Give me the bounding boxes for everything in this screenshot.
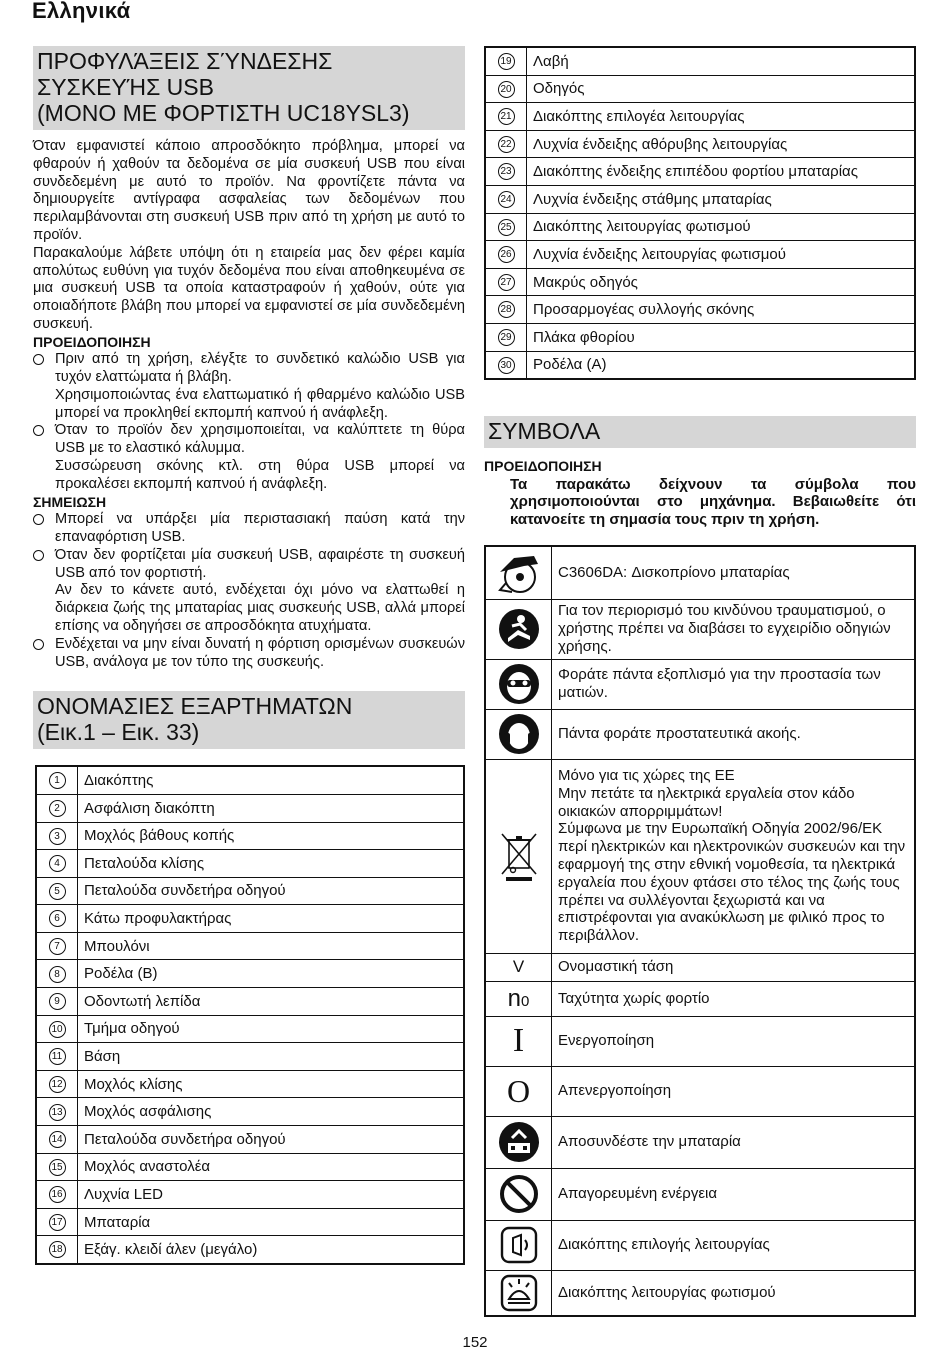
switch-off-icon: O <box>485 1066 552 1116</box>
part-label: Οδοντωτή λεπίδα <box>78 988 465 1016</box>
parts-row <box>485 268 915 296</box>
circular-saw-icon <box>485 546 552 599</box>
symbol-row <box>485 759 915 953</box>
symbol-row <box>485 546 915 599</box>
part-label: Διακόπτης επιλογέα λειτουργίας <box>527 103 916 131</box>
bullet-continuation: Αν δεν το κάνετε αυτό, ενδέχεται όχι μόνο να ελαττωθεί η διάρκεια ζωής της μπαταρίας μιας συσκευής USB, αλλά μπορεί επίσης να οδηγήσει σε απροσδόκητα ατυχήματα. <box>55 582 465 634</box>
parts-row <box>485 75 915 103</box>
part-label: Διακόπτης <box>78 766 465 794</box>
part-number <box>485 351 527 379</box>
symbol-row <box>485 709 915 759</box>
part-label: Λυχνία ένδειξης αθόρυβης λειτουργίας <box>527 130 916 158</box>
symbol-text: Για τον περιορισμό του κινδύνου τραυματισμού, ο χρήστης πρέπει να διαβάσει το εγχειρίδιο οδηγιών χρήσης. <box>552 599 916 659</box>
part-label: Λυχνία ένδειξης στάθμης μπαταρίας <box>527 185 916 213</box>
parts-row <box>36 822 464 850</box>
parts-row <box>485 323 915 351</box>
parts-row <box>36 1098 464 1126</box>
part-number-badge: 22 <box>498 136 515 153</box>
part-number-badge: 9 <box>49 993 66 1010</box>
parts-row <box>485 47 915 75</box>
part-number-badge: 12 <box>49 1076 66 1093</box>
part-number <box>485 241 527 269</box>
part-number <box>485 185 527 213</box>
part-number-badge: 18 <box>49 1241 66 1258</box>
part-number-badge: 20 <box>498 81 515 98</box>
part-label: Διακόπτης λειτουργίας φωτισμού <box>527 213 916 241</box>
part-number <box>36 1043 78 1071</box>
part-number <box>485 268 527 296</box>
part-label: Πλάκα φθορίου <box>527 323 916 351</box>
part-label: Λυχνία LED <box>78 1181 465 1209</box>
part-number <box>36 988 78 1016</box>
part-label: Ροδέλα (B) <box>78 960 465 988</box>
parts-row <box>36 1181 464 1209</box>
symbol-text: Απενεργοποίηση <box>552 1066 916 1116</box>
part-number <box>36 1126 78 1154</box>
part-number <box>485 103 527 131</box>
title-line: ΠΡΟΦΥΛΆΞΕΙΣ ΣΎΝΔΕΣΗΣ <box>37 48 333 74</box>
symbol-row <box>485 1066 915 1116</box>
symbol-row <box>485 1168 915 1220</box>
part-label: Μοχλός ασφάλισης <box>78 1098 465 1126</box>
part-label: Πεταλούδα κλίσης <box>78 850 465 878</box>
bullet-item: Όταν δεν φορτίζεται μία συσκευή USB, αφαιρέστε τη συσκευή USB από τον φορτιστή. <box>33 547 465 583</box>
parts-row <box>36 1043 464 1071</box>
parts-row <box>485 185 915 213</box>
symbol-text: Απαγορευμένη ενέργεια <box>552 1168 916 1220</box>
part-number <box>485 213 527 241</box>
bullet-circle-icon <box>33 425 44 436</box>
parts-section-title <box>33 691 465 749</box>
part-number <box>36 877 78 905</box>
symbols-intro: Τα παρακάτω δείχνουν τα σύμβολα που χρησιμοποιούνται στο μηχάνημα. Βεβαιωθείτε ότι κατανοείτε τη σημασία τους πριν τη χρήση. <box>510 475 916 529</box>
parts-row <box>36 1153 464 1181</box>
title-line: (Εικ.1 – Εικ. 33) <box>37 719 200 746</box>
bullet-circle-icon <box>33 514 44 525</box>
parts-row <box>485 296 915 324</box>
parts-row <box>36 1070 464 1098</box>
part-number-badge: 8 <box>49 966 66 983</box>
part-label: Κάτω προφυλακτήρας <box>78 905 465 933</box>
symbol-text: Ταχύτητα χωρίς φορτίο <box>552 981 916 1016</box>
symbols-table <box>484 545 916 1317</box>
part-label: Μοχλός βάθους κοπής <box>78 822 465 850</box>
parts-row <box>485 103 915 131</box>
part-number-badge: 10 <box>49 1021 66 1038</box>
parts-row <box>485 130 915 158</box>
part-number <box>36 1236 78 1264</box>
title-line: ΣΥΣΚΕΥΉΣ USB <box>37 74 214 100</box>
part-number-badge: 15 <box>49 1159 66 1176</box>
parts-row <box>36 1236 464 1264</box>
part-number-badge: 21 <box>498 108 515 125</box>
part-number <box>36 766 78 794</box>
usb-paragraph-2: Παρακαλούμε λάβετε υπόψη ότι η εταιρεία μας δεν φέρει καμία απολύτως ευθύνη για τυχόν δεδομένα που είναι αποθηκευμένα σε μια συσκευή USB τα οποία καταστραφούν ή χαθούν, ούτε για οποιαδήποτε βλάβη που μπορεί να εμφανιστεί σε μία συνδεδεμένη συσκευή. <box>33 244 465 332</box>
right-column <box>484 46 916 1317</box>
part-number <box>36 960 78 988</box>
parts-table-right <box>484 46 916 380</box>
parts-table-left <box>35 765 465 1265</box>
symbol-text: Πάντα φοράτε προστατευτικά ακοής. <box>552 709 916 759</box>
part-number-badge: 6 <box>49 910 66 927</box>
symbol-row <box>485 1220 915 1270</box>
parts-row <box>36 905 464 933</box>
part-number <box>36 932 78 960</box>
part-number-badge: 7 <box>49 938 66 955</box>
part-number-badge: 4 <box>49 855 66 872</box>
weee-line: Μόνο για τις χώρες της ΕΕ <box>558 767 735 785</box>
parts-row <box>36 1208 464 1236</box>
part-label: Ασφάλιση διακόπτη <box>78 794 465 822</box>
title-line: (ΜΟΝΟ ΜΕ ΦΟΡΤΙΣΤΗ UC18YSL3) <box>37 100 410 126</box>
symbol-row <box>485 599 915 659</box>
symbols-section-title <box>484 416 916 448</box>
parts-row <box>36 877 464 905</box>
weee-line: Μην πετάτε τα ηλεκτρικά εργαλεία στον κάδο οικιακών απορριμμάτων! <box>558 784 855 820</box>
part-label: Εξάγ. κλειδί άλεν (μεγάλο) <box>78 1236 465 1264</box>
part-number <box>36 1153 78 1181</box>
symbol-row <box>485 1116 915 1168</box>
read-manual-icon <box>485 599 552 659</box>
part-number-badge: 25 <box>498 219 515 236</box>
part-number <box>36 850 78 878</box>
parts-row <box>36 932 464 960</box>
part-number-badge: 11 <box>49 1048 66 1065</box>
symbol-text: Φοράτε πάντα εξοπλισμό για την προστασία των ματιών. <box>552 659 916 709</box>
part-label: Μπαταρία <box>78 1208 465 1236</box>
part-number <box>36 1098 78 1126</box>
part-number-badge: 27 <box>498 274 515 291</box>
title-line: ΟΝΟΜΑΣΙΕΣ ΕΞΑΡΤΗΜΑΤΩΝ <box>37 693 353 720</box>
no-load-speed-symbol: n0 <box>485 981 552 1016</box>
title-line: ΣΥΜΒΟΛΑ <box>488 418 601 445</box>
switch-on-icon: I <box>485 1016 552 1066</box>
symbol-text: Αποσυνδέστε την μπαταρία <box>552 1116 916 1168</box>
bullet-item: Όταν το προϊόν δεν χρησιμοποιείται, να καλύπτετε τη θύρα USB με το ελαστικό κάλυμμα. <box>33 422 465 458</box>
weee-bin-icon <box>485 759 552 953</box>
part-label: Μακρύς οδηγός <box>527 268 916 296</box>
part-label: Ροδέλα (A) <box>527 351 916 379</box>
part-number <box>485 47 527 75</box>
part-number-badge: 5 <box>49 883 66 900</box>
left-column <box>33 46 465 1265</box>
symbol-text: Διακόπτης επιλογής λειτουργίας <box>552 1220 916 1270</box>
part-number <box>485 296 527 324</box>
parts-row <box>36 766 464 794</box>
parts-row <box>36 794 464 822</box>
bullet-item: Μπορεί να υπάρξει μία περιστασιακή παύση κατά την επαναφόρτιση USB. <box>33 511 465 547</box>
part-label: Μπουλόνι <box>78 932 465 960</box>
light-mode-icon <box>485 1270 552 1316</box>
part-number-badge: 3 <box>49 828 66 845</box>
part-label: Βάση <box>78 1043 465 1071</box>
symbol-text: Ενεργοποίηση <box>552 1016 916 1066</box>
symbol-text: C3606DA: Δισκοπρίονο μπαταρίας <box>552 546 916 599</box>
parts-row <box>36 988 464 1016</box>
symbol-text: Διακόπτης λειτουργίας φωτισμού <box>552 1270 916 1316</box>
part-label: Λαβή <box>527 47 916 75</box>
warning-label: ΠΡΟΕΙΔΟΠΟΙΗΣΗ <box>33 333 151 350</box>
part-label: Πεταλούδα συνδετήρα οδηγού <box>78 1126 465 1154</box>
symbol-text <box>552 759 916 953</box>
parts-row <box>485 241 915 269</box>
part-label: Οδηγός <box>527 75 916 103</box>
part-number <box>485 130 527 158</box>
part-number-badge: 26 <box>498 246 515 263</box>
mode-selector-icon <box>485 1220 552 1270</box>
symbols-warning-label: ΠΡΟΕΙΔΟΠΟΙΗΣΗ <box>484 458 602 475</box>
part-label: Λυχνία ένδειξης λειτουργίας φωτισμού <box>527 241 916 269</box>
part-label: Τμήμα οδηγού <box>78 1015 465 1043</box>
bullet-continuation: Χρησιμοποιώντας ένα ελαττωματικό ή φθαρμένο καλώδιο USB μπορεί να προκληθεί εκπομπή καπνού ή ανάφλεξη. <box>55 386 465 421</box>
weee-line: Σύμφωνα με την Ευρωπαϊκή Οδηγία 2002/96/ΕΚ περί ηλεκτρικών και ηλεκτρονικών συσκευών και την εφαρμογή της στην εθνική νομοθεσία, τα ηλεκτρικά εργαλεία που έχουν φτάσει στο τέλος της ζωής τους πρέπει να συλλέγονται ξεχωριστά και να επιστρέφονται για ανακύκλωση με φιλικό προς το περιβάλλον. <box>558 820 906 945</box>
part-number-badge: 28 <box>498 301 515 318</box>
parts-row <box>36 850 464 878</box>
part-label: Μοχλός αναστολέα <box>78 1153 465 1181</box>
part-number <box>485 323 527 351</box>
part-number <box>485 158 527 186</box>
part-number-badge: 29 <box>498 329 515 346</box>
voltage-symbol: V <box>485 953 552 981</box>
parts-row <box>36 1015 464 1043</box>
language-heading: Ελληνικά <box>32 0 131 23</box>
symbol-text: Ονομαστική τάση <box>552 953 916 981</box>
part-number-badge: 1 <box>49 772 66 789</box>
part-label: Διακόπτης ένδειξης επιπέδου φορτίου μπαταρίας <box>527 158 916 186</box>
prohibited-icon <box>485 1168 552 1220</box>
part-number-badge: 30 <box>498 357 515 374</box>
symbol-row <box>485 1016 915 1066</box>
part-number-badge: 17 <box>49 1214 66 1231</box>
part-number-badge: 19 <box>498 53 515 70</box>
part-number <box>36 1181 78 1209</box>
part-number <box>36 822 78 850</box>
ear-protection-icon <box>485 709 552 759</box>
part-label: Προσαρμογέας συλλογής σκόνης <box>527 296 916 324</box>
part-number <box>36 794 78 822</box>
part-number <box>36 1070 78 1098</box>
parts-row <box>485 213 915 241</box>
parts-row <box>36 1126 464 1154</box>
part-number-badge: 13 <box>49 1104 66 1121</box>
part-number-badge: 23 <box>498 163 515 180</box>
part-number <box>485 75 527 103</box>
symbol-row <box>485 953 915 981</box>
bullet-item: Ενδέχεται να μην είναι δυνατή η φόρτιση ορισμένων συσκευών USB, ανάλογα με τον τύπο της συσκευής. <box>33 636 465 672</box>
bullet-item: Πριν από τη χρήση, ελέγξτε το συνδετικό καλώδιο USB για τυχόν ελαττώματα ή βλάβη. <box>33 351 465 387</box>
usb-paragraph-1: Όταν εμφανιστεί κάποιο απροσδόκητο πρόβλημα, μπορεί να φθαρούν ή χαθούν τα δεδομένα σε μία συσκευή USB που είναι συνδεδεμένη με αυτό το προϊόν. Να φροντίζετε πάντα να δημιουργείτε αντίγραφα ασφαλείας των δεδομένων που περιλαμβάνονται στη συσκευή USB πριν από τη χρήση με αυτό το προϊόν. <box>33 138 465 243</box>
parts-row <box>485 351 915 379</box>
note-label: ΣΗΜΕΙΩΣΗ <box>33 493 107 510</box>
page-number: 152 <box>462 1334 488 1351</box>
part-number-badge: 2 <box>49 800 66 817</box>
part-label: Μοχλός κλίσης <box>78 1070 465 1098</box>
symbol-row <box>485 1270 915 1316</box>
part-number <box>36 905 78 933</box>
bullet-circle-icon <box>33 354 44 365</box>
part-number <box>36 1208 78 1236</box>
part-number-badge: 14 <box>49 1131 66 1148</box>
part-number <box>36 1015 78 1043</box>
disconnect-battery-icon <box>485 1116 552 1168</box>
bullet-circle-icon <box>33 550 44 561</box>
part-label: Πεταλούδα συνδετήρα οδηγού <box>78 877 465 905</box>
parts-row <box>485 158 915 186</box>
part-number-badge: 24 <box>498 191 515 208</box>
symbol-row <box>485 659 915 709</box>
bullet-continuation: Συσσώρευση σκόνης κτλ. στη θύρα USB μπορεί να προκαλέσει εκπομπή καπνού ή ανάφλεξη. <box>55 458 465 492</box>
bullet-circle-icon <box>33 639 44 650</box>
usb-section-title <box>33 46 465 130</box>
symbol-row <box>485 981 915 1016</box>
eye-protection-icon <box>485 659 552 709</box>
parts-row <box>36 960 464 988</box>
part-number-badge: 16 <box>49 1186 66 1203</box>
